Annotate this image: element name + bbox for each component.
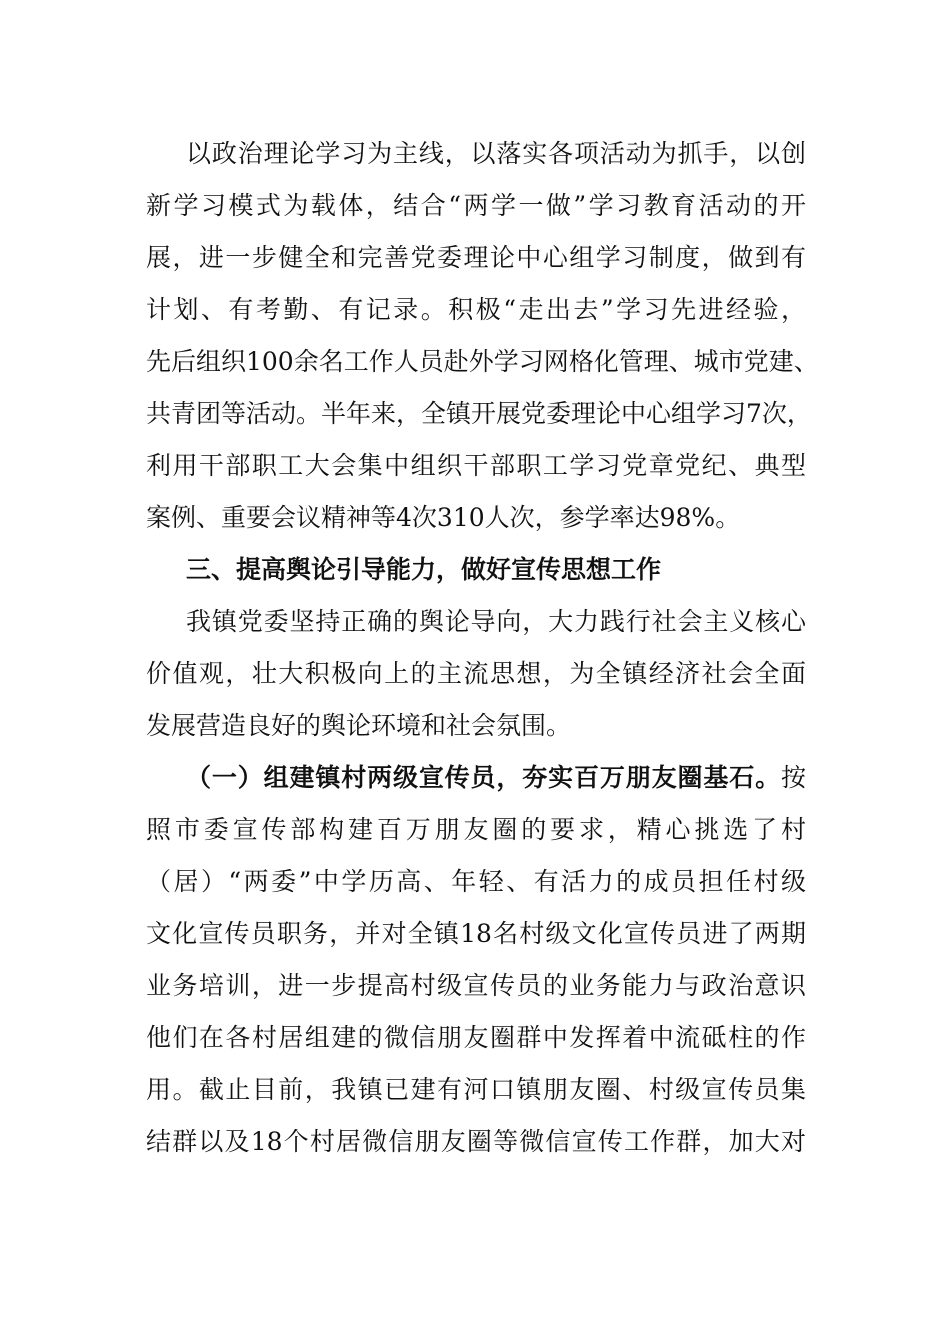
text-line: 以政治理论学习为主线，以落实各项活动为抓手，以创 — [186, 139, 806, 168]
paragraph-public-opinion — [146, 596, 806, 752]
paragraph-study — [146, 128, 819, 544]
text-line: 用。截止目前，我镇已建有河口镇朋友圈、村级宣传员集 — [146, 1075, 806, 1104]
text-line: 先后组织100余名工作人员赴外学习网格化管理、城市党建、 — [146, 347, 819, 376]
text-line: 文化宣传员职务，并对全镇18名村级文化宣传员进了两期 — [146, 919, 806, 948]
text-line: （居）“两委”中学历高、年轻、有活力的成员担任村级 — [146, 867, 806, 896]
text-line: 发展营造良好的舆论环境和社会氛围。 — [146, 711, 572, 740]
document-body — [146, 128, 819, 1168]
text-line: 展，进一步健全和完善党委理论中心组学习制度，做到有 — [146, 243, 806, 272]
text-line: 新学习模式为载体，结合“两学一做”学习教育活动的开 — [146, 191, 806, 220]
section-heading — [146, 544, 806, 596]
text-line: 我镇党委坚持正确的舆论导向，大力践行社会主义核心 — [186, 607, 806, 636]
text-line: 结群以及18个村居微信朋友圈等微信宣传工作群，加大对 — [146, 1127, 806, 1156]
subsection-lead: （一）组建镇村两级宣传员，夯实百万朋友圈基石。 — [186, 763, 781, 792]
text-line: 他们在各村居组建的微信朋友圈群中发挥着中流砥柱的作 — [146, 1023, 806, 1052]
text-line: 案例、重要会议精神等4次310人次，参学率达98%。 — [146, 503, 741, 532]
subsection-lead-tail: 按 — [780, 763, 806, 792]
text-line: 价值观，壮大积极向上的主流思想，为全镇经济社会全面 — [146, 659, 806, 688]
subsection-first-line — [146, 752, 806, 804]
paragraph-subsection-propaganda — [146, 752, 806, 1168]
text-line: 利用干部职工大会集中组织干部职工学习党章党纪、典型 — [146, 451, 806, 480]
text-line: 计划、有考勤、有记录。积极“走出去”学习先进经验， — [146, 295, 806, 324]
text-line: 共青团等活动。半年来，全镇开展党委理论中心组学习7次， — [146, 399, 812, 428]
text-line: 业务培训，进一步提高村级宣传员的业务能力与政治意识 — [146, 971, 806, 1000]
text-line: 照市委宣传部构建百万朋友圈的要求，精心挑选了村 — [146, 815, 806, 844]
heading-text: 三、提高舆论引导能力，做好宣传思想工作 — [186, 555, 662, 584]
